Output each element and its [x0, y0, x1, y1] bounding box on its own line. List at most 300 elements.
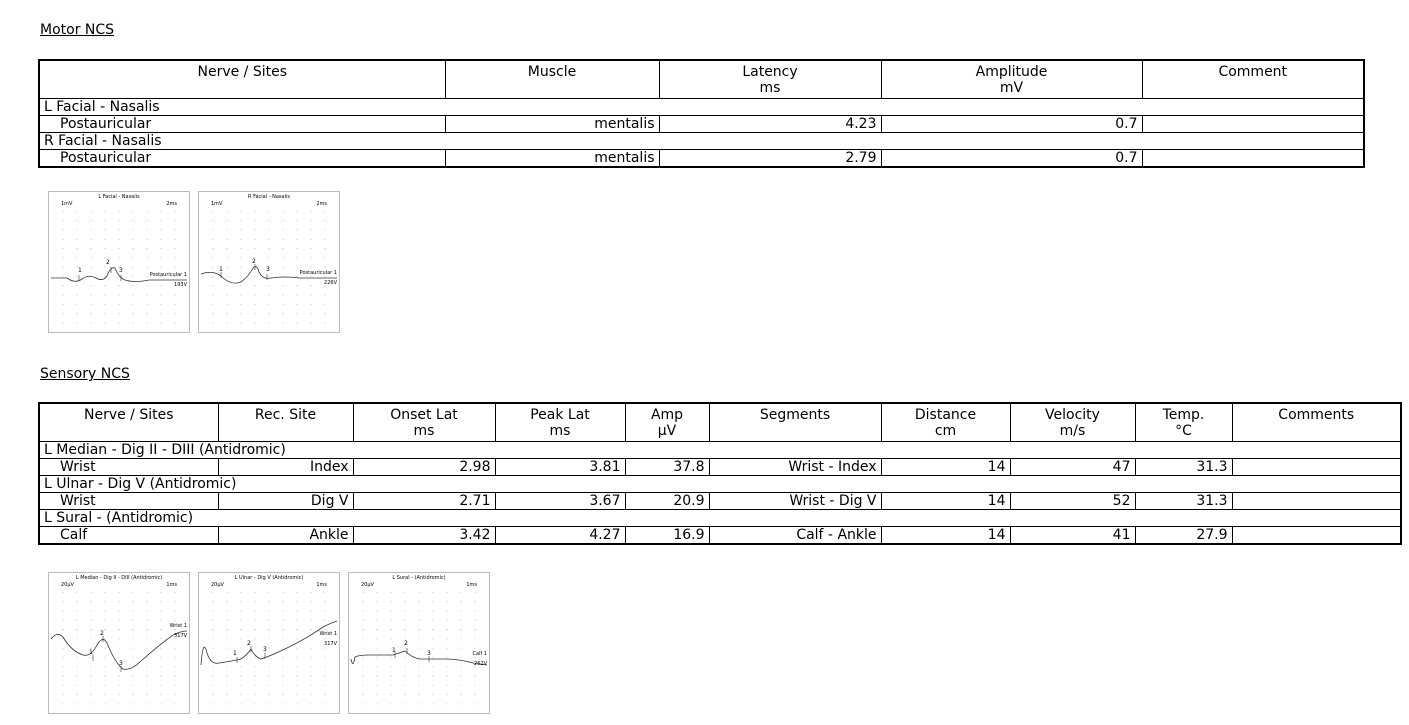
- grid-dot: [133, 257, 134, 258]
- grid-dot: [297, 276, 298, 277]
- grid-dot: [419, 620, 420, 621]
- grid-dot: [213, 610, 214, 611]
- grid-dot: [105, 267, 106, 268]
- grid-dot: [63, 694, 64, 695]
- grid-dot: [63, 648, 64, 649]
- grid-dot: [447, 648, 448, 649]
- motor-header-row: [39, 60, 1364, 98]
- grid-dot: [461, 620, 462, 621]
- header-distance: Distance cm: [881, 403, 1010, 441]
- grid-dot: [311, 703, 312, 704]
- grid-dot: [419, 610, 420, 611]
- grid-dot: [147, 685, 148, 686]
- grid-dot: [147, 267, 148, 268]
- grid-dot: [175, 657, 176, 658]
- marker-3: 3: [119, 267, 123, 274]
- grid-dot: [213, 285, 214, 286]
- grid-dot: [63, 610, 64, 611]
- grid-dot: [91, 666, 92, 667]
- grid-dot: [447, 629, 448, 630]
- waveform-scale-y: 20µV: [361, 582, 374, 588]
- grid-dot: [105, 313, 106, 314]
- nerve-group-row: [39, 475, 1401, 492]
- site-cell: Postauricular: [39, 149, 445, 167]
- grid-dot: [147, 676, 148, 677]
- waveform-scale-y: 1mV: [211, 201, 223, 207]
- nerve-group-row: [39, 132, 1364, 149]
- table-row: [39, 149, 1364, 167]
- grid-dot: [133, 676, 134, 677]
- grid-dot: [227, 610, 228, 611]
- grid-dot: [363, 703, 364, 704]
- grid-dot: [63, 211, 64, 212]
- grid-dot: [213, 648, 214, 649]
- grid-dot: [311, 610, 312, 611]
- grid-dot: [63, 322, 64, 323]
- grid-dot: [213, 229, 214, 230]
- grid-dot: [363, 638, 364, 639]
- grid-dot: [119, 304, 120, 305]
- grid-dot: [91, 620, 92, 621]
- grid-dot: [63, 295, 64, 296]
- grid-dot: [63, 304, 64, 305]
- grid-dot: [461, 703, 462, 704]
- grid-dot: [133, 248, 134, 249]
- header-segments: Segments: [709, 403, 881, 441]
- grid-dot: [133, 229, 134, 230]
- grid-dot: [255, 276, 256, 277]
- grid-dot: [91, 629, 92, 630]
- grid-dot: [77, 601, 78, 602]
- grid-dot: [213, 676, 214, 677]
- grid-dot: [175, 313, 176, 314]
- grid-dot: [325, 620, 326, 621]
- site-cell: Wrist: [39, 458, 218, 475]
- grid-dot: [161, 648, 162, 649]
- velocity-cell: 47: [1010, 458, 1135, 475]
- grid-dot: [105, 676, 106, 677]
- grid-dot: [255, 610, 256, 611]
- grid-dot: [213, 267, 214, 268]
- grid-dot: [311, 601, 312, 602]
- waveform-svg: [349, 573, 489, 713]
- grid-dot: [433, 629, 434, 630]
- table-row: [39, 115, 1364, 132]
- grid-dot: [161, 239, 162, 240]
- grid-dot: [227, 601, 228, 602]
- grid-dot: [311, 322, 312, 323]
- grid-dot: [213, 257, 214, 258]
- grid-dot: [283, 694, 284, 695]
- grid-dot: [269, 220, 270, 221]
- grid-dot: [77, 295, 78, 296]
- amplitude-cell: 0.7: [881, 149, 1142, 167]
- grid-dot: [175, 304, 176, 305]
- sensory-waveform-panel: [348, 572, 490, 714]
- grid-dot: [119, 638, 120, 639]
- grid-dot: [241, 257, 242, 258]
- grid-dot: [255, 285, 256, 286]
- grid-dot: [241, 267, 242, 268]
- grid-dot: [119, 676, 120, 677]
- grid-dot: [255, 220, 256, 221]
- grid-dot: [269, 629, 270, 630]
- grid-dot: [255, 666, 256, 667]
- grid-dot: [311, 211, 312, 212]
- grid-dot: [283, 648, 284, 649]
- grid-dot: [297, 610, 298, 611]
- grid-dot: [175, 211, 176, 212]
- grid-dot: [297, 592, 298, 593]
- grid-dot: [77, 620, 78, 621]
- grid-dot: [255, 211, 256, 212]
- grid-dot: [175, 666, 176, 667]
- grid-dot: [241, 676, 242, 677]
- waveform-label: Postauricular 1: [299, 270, 337, 276]
- latency-cell: 2.79: [659, 149, 881, 167]
- nerve-group-name: L Facial - Nasalis: [39, 98, 1364, 115]
- grid-dot: [91, 211, 92, 212]
- grid-dot: [105, 666, 106, 667]
- grid-dot: [311, 295, 312, 296]
- grid-dot: [405, 592, 406, 593]
- grid-dot: [63, 666, 64, 667]
- grid-dot: [77, 322, 78, 323]
- grid-dot: [311, 620, 312, 621]
- grid-dot: [297, 313, 298, 314]
- grid-dot: [447, 676, 448, 677]
- grid-dot: [461, 629, 462, 630]
- grid-dot: [241, 685, 242, 686]
- temp-cell: 31.3: [1135, 458, 1232, 475]
- grid-dot: [297, 703, 298, 704]
- grid-dot: [405, 629, 406, 630]
- grid-dot: [77, 257, 78, 258]
- grid-dot: [77, 313, 78, 314]
- grid-dot: [227, 703, 228, 704]
- grid-dot: [255, 601, 256, 602]
- grid-dot: [63, 267, 64, 268]
- grid-dot: [161, 666, 162, 667]
- grid-dot: [255, 629, 256, 630]
- grid-dot: [63, 657, 64, 658]
- grid-dot: [147, 322, 148, 323]
- site-cell: Calf: [39, 526, 218, 544]
- segment-cell: Wrist - Index: [709, 458, 881, 475]
- grid-dot: [91, 610, 92, 611]
- grid-dot: [325, 694, 326, 695]
- segment-cell: Wrist - Dig V: [709, 492, 881, 509]
- grid-dot: [161, 304, 162, 305]
- grid-dot: [91, 304, 92, 305]
- grid-dot: [297, 676, 298, 677]
- grid-dot: [405, 694, 406, 695]
- grid-dot: [433, 685, 434, 686]
- grid-dot: [241, 638, 242, 639]
- grid-dot: [77, 657, 78, 658]
- grid-dot: [419, 703, 420, 704]
- grid-dot: [325, 592, 326, 593]
- grid-dot: [63, 239, 64, 240]
- grid-dot: [119, 694, 120, 695]
- grid-dot: [447, 610, 448, 611]
- marker-2: 2: [252, 258, 256, 265]
- grid-dot: [91, 267, 92, 268]
- waveform-label: Wrist 1: [169, 623, 187, 629]
- waveform-trace: [351, 651, 487, 665]
- grid-dot: [133, 211, 134, 212]
- grid-dot: [325, 239, 326, 240]
- grid-dot: [63, 638, 64, 639]
- grid-dot: [255, 703, 256, 704]
- grid-dot: [283, 248, 284, 249]
- grid-dot: [133, 313, 134, 314]
- grid-dot: [283, 322, 284, 323]
- grid-dot: [147, 666, 148, 667]
- grid-dot: [391, 638, 392, 639]
- grid-dot: [269, 592, 270, 593]
- grid-dot: [391, 685, 392, 686]
- grid-dot: [227, 211, 228, 212]
- nerve-group-name: L Median - Dig II - DIII (Antidromic): [39, 441, 1401, 458]
- amp-cell: 16.9: [625, 526, 709, 544]
- grid-dot: [475, 620, 476, 621]
- grid-dot: [133, 601, 134, 602]
- grid-dot: [175, 322, 176, 323]
- grid-dot: [269, 322, 270, 323]
- marker-1: 1: [392, 647, 396, 654]
- grid-dot: [255, 620, 256, 621]
- grid-dot: [269, 211, 270, 212]
- grid-dot: [241, 276, 242, 277]
- grid-dot: [297, 257, 298, 258]
- grid-dot: [255, 694, 256, 695]
- grid-dot: [447, 592, 448, 593]
- grid-dot: [161, 285, 162, 286]
- grid-dot: [363, 601, 364, 602]
- grid-dot: [433, 648, 434, 649]
- waveform-scale-y: 1mV: [61, 201, 73, 207]
- grid-dot: [147, 220, 148, 221]
- grid-dot: [91, 239, 92, 240]
- grid-dot: [433, 601, 434, 602]
- grid-dot: [133, 239, 134, 240]
- grid-dot: [311, 239, 312, 240]
- grid-dot: [297, 239, 298, 240]
- grid-dot: [227, 267, 228, 268]
- header-velocity: Velocity m/s: [1010, 403, 1135, 441]
- motor-waveform-panel: [198, 191, 340, 333]
- grid-dot: [255, 239, 256, 240]
- grid-dot: [105, 592, 106, 593]
- grid-dot: [325, 295, 326, 296]
- grid-dot: [377, 629, 378, 630]
- waveform-title: L Sural - (Antidromic): [392, 575, 446, 581]
- grid-dot: [283, 666, 284, 667]
- grid-dot: [77, 211, 78, 212]
- header-amplitude: Amplitude mV: [881, 60, 1142, 98]
- marker-2: 2: [106, 259, 110, 266]
- grid-dot: [227, 229, 228, 230]
- grid-dot: [311, 285, 312, 286]
- header-temp: Temp. °C: [1135, 403, 1232, 441]
- grid-dot: [91, 257, 92, 258]
- grid-dot: [311, 666, 312, 667]
- grid-dot: [433, 666, 434, 667]
- grid-dot: [475, 601, 476, 602]
- comments-cell: [1232, 492, 1401, 509]
- grid-dot: [161, 295, 162, 296]
- grid-dot: [391, 676, 392, 677]
- grid-dot: [255, 648, 256, 649]
- grid-dot: [105, 694, 106, 695]
- grid-dot: [227, 257, 228, 258]
- grid-dot: [283, 657, 284, 658]
- grid-dot: [227, 629, 228, 630]
- grid-dot: [119, 685, 120, 686]
- site-cell: Postauricular: [39, 115, 445, 132]
- grid-dot: [133, 620, 134, 621]
- grid-dot: [325, 703, 326, 704]
- grid-dot: [175, 601, 176, 602]
- grid-dot: [475, 685, 476, 686]
- grid-dot: [325, 657, 326, 658]
- grid-dot: [147, 629, 148, 630]
- grid-dot: [77, 648, 78, 649]
- grid-dot: [133, 322, 134, 323]
- muscle-cell: mentalis: [445, 149, 659, 167]
- grid-dot: [283, 229, 284, 230]
- grid-dot: [63, 220, 64, 221]
- sensory-waveform-panel: [198, 572, 340, 714]
- grid-dot: [325, 629, 326, 630]
- grid-dot: [119, 248, 120, 249]
- grid-dot: [241, 285, 242, 286]
- grid-dot: [283, 267, 284, 268]
- grid-dot: [447, 703, 448, 704]
- nerve-group-name: L Ulnar - Dig V (Antidromic): [39, 475, 1401, 492]
- grid-dot: [213, 685, 214, 686]
- grid-dot: [391, 620, 392, 621]
- grid-dot: [311, 229, 312, 230]
- grid-dot: [377, 666, 378, 667]
- grid-dot: [325, 676, 326, 677]
- marker-2: 2: [100, 630, 104, 637]
- grid-dot: [147, 248, 148, 249]
- grid-dot: [363, 648, 364, 649]
- table-row: [39, 526, 1401, 544]
- grid-dot: [161, 248, 162, 249]
- grid-dot: [147, 601, 148, 602]
- header-comment: Comment: [1142, 60, 1364, 98]
- grid-dot: [119, 592, 120, 593]
- grid-dot: [133, 694, 134, 695]
- grid-dot: [433, 620, 434, 621]
- grid-dot: [447, 694, 448, 695]
- grid-dot: [363, 592, 364, 593]
- grid-dot: [241, 703, 242, 704]
- grid-dot: [269, 239, 270, 240]
- grid-dot: [241, 694, 242, 695]
- grid-dot: [213, 657, 214, 658]
- grid-dot: [447, 685, 448, 686]
- grid-dot: [269, 610, 270, 611]
- grid-dot: [161, 211, 162, 212]
- waveform-sublabel: 252V: [474, 661, 487, 667]
- grid-dot: [255, 295, 256, 296]
- comments-cell: [1232, 526, 1401, 544]
- waveform-sublabel: 193V: [174, 282, 187, 288]
- grid-dot: [433, 694, 434, 695]
- motor-waveform-panel: [48, 191, 190, 333]
- grid-dot: [91, 313, 92, 314]
- grid-dot: [433, 657, 434, 658]
- grid-dot: [105, 276, 106, 277]
- grid-dot: [283, 220, 284, 221]
- waveform-scale-x: 1ms: [466, 582, 477, 588]
- grid-dot: [377, 610, 378, 611]
- grid-dot: [105, 248, 106, 249]
- grid-dot: [433, 676, 434, 677]
- grid-dot: [77, 666, 78, 667]
- grid-dot: [269, 276, 270, 277]
- grid-dot: [175, 229, 176, 230]
- grid-dot: [377, 657, 378, 658]
- grid-dot: [255, 638, 256, 639]
- grid-dot: [213, 638, 214, 639]
- waveform-title: L Facial - Nasalis: [98, 194, 140, 200]
- grid-dot: [175, 220, 176, 221]
- grid-dot: [461, 592, 462, 593]
- grid-dot: [241, 601, 242, 602]
- grid-dot: [255, 313, 256, 314]
- grid-dot: [147, 295, 148, 296]
- rec-site-cell: Ankle: [218, 526, 353, 544]
- grid-dot: [297, 620, 298, 621]
- grid-dot: [119, 229, 120, 230]
- waveform-svg: [199, 192, 339, 332]
- grid-dot: [447, 601, 448, 602]
- grid-dot: [363, 666, 364, 667]
- grid-dot: [175, 610, 176, 611]
- grid-dot: [433, 610, 434, 611]
- marker-1: 1: [233, 650, 237, 657]
- marker-2: 2: [404, 640, 408, 647]
- grid-dot: [91, 322, 92, 323]
- grid-dot: [297, 322, 298, 323]
- grid-dot: [297, 601, 298, 602]
- grid-dot: [161, 592, 162, 593]
- amp-cell: 37.8: [625, 458, 709, 475]
- grid-dot: [311, 685, 312, 686]
- grid-dot: [311, 313, 312, 314]
- grid-dot: [255, 657, 256, 658]
- grid-dot: [227, 276, 228, 277]
- waveform-scale-x: 2ms: [316, 201, 327, 207]
- sensory-waveform-panel: [48, 572, 190, 714]
- grid-dot: [105, 620, 106, 621]
- grid-dot: [77, 304, 78, 305]
- waveform-scale-x: 1ms: [316, 582, 327, 588]
- grid-dot: [213, 304, 214, 305]
- grid-dot: [283, 239, 284, 240]
- grid-dot: [213, 313, 214, 314]
- grid-dot: [227, 322, 228, 323]
- grid-dot: [161, 685, 162, 686]
- grid-dot: [255, 304, 256, 305]
- grid-dot: [119, 657, 120, 658]
- grid-dot: [175, 676, 176, 677]
